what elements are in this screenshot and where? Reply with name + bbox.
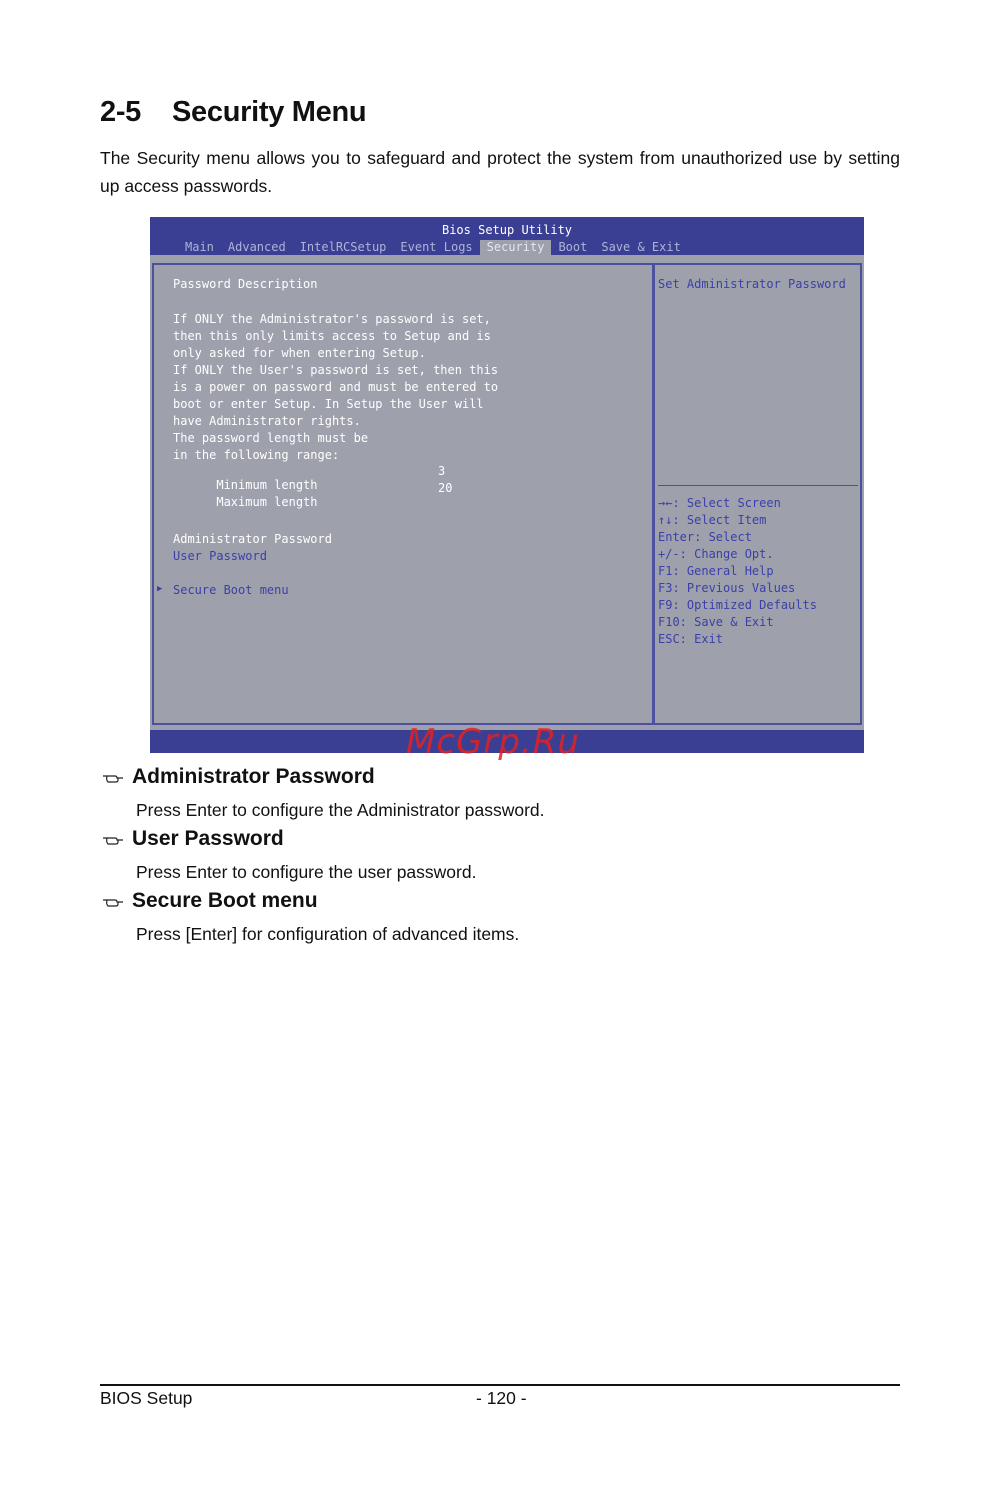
page-number: - 120 - [476, 1388, 527, 1408]
key-optimized-defaults: F9: Optimized Defaults [658, 598, 817, 612]
key-general-help: F1: General Help [658, 564, 774, 578]
secure-boot-menu-item[interactable]: Secure Boot menu [173, 583, 289, 597]
administrator-password-heading [102, 765, 375, 789]
user-password-heading [102, 827, 284, 851]
key-select-screen: →←: Select Screen [658, 496, 781, 510]
key-change-option: +/-: Change Opt. [658, 547, 774, 561]
administrator-password-text: Press Enter to configure the Administrator password. [136, 800, 545, 820]
section-title [100, 96, 366, 129]
submenu-arrow-icon: ▶ [157, 584, 163, 594]
intro-paragraph: The Security menu allows you to safeguard and protect the system from unauthorized use by setting up access passwords. [100, 148, 900, 196]
maximum-length-value: 20 [438, 481, 453, 495]
bios-tab-bar [178, 240, 688, 255]
key-legend [658, 495, 817, 648]
maximum-length-row [173, 481, 318, 523]
footer-divider [100, 1384, 900, 1386]
bios-title: Bios Setup Utility [441, 223, 573, 237]
key-save-exit: F10: Save & Exit [658, 615, 774, 629]
user-password-item[interactable]: User Password [173, 549, 267, 563]
help-divider [658, 485, 858, 486]
password-description-heading: Password Description [173, 277, 318, 291]
pointing-hand-icon [102, 833, 124, 847]
administrator-password-item[interactable]: Administrator Password [173, 532, 332, 546]
key-previous-values: F3: Previous Values [658, 581, 796, 595]
tab-intelrcsetup[interactable]: IntelRCSetup [299, 240, 387, 254]
password-description-text: If ONLY the Administrator's password is set, then this only limits access to Setup and is only asked for when entering Setup. If ONLY the User's password is set, then this is a power on password and must be entered to boot or enter Setup. In Setup the User will have Administrator rights. The password length must be in the following range: [173, 312, 499, 462]
footer-section-label: BIOS Setup [100, 1388, 193, 1408]
bios-help-pane [653, 263, 862, 725]
watermark: McGrp.Ru [406, 722, 580, 762]
maximum-length-label: Maximum length [216, 495, 318, 509]
user-password-title: User Password [132, 827, 284, 850]
tab-security[interactable]: Security [480, 240, 552, 255]
section-title-text: Security Menu [172, 96, 367, 128]
tab-boot[interactable]: Boot [558, 240, 588, 254]
secure-boot-menu-heading [102, 889, 318, 913]
tab-save-exit[interactable]: Save & Exit [601, 240, 681, 254]
tab-event-logs[interactable]: Event Logs [400, 240, 473, 254]
pointing-hand-icon [102, 771, 124, 785]
bios-main-pane [152, 263, 654, 725]
tab-main[interactable]: Main [185, 240, 214, 254]
secure-boot-menu-title: Secure Boot menu [132, 889, 318, 912]
user-password-text: Press Enter to configure the user password. [136, 862, 477, 882]
section-number: 2-5 [100, 96, 142, 128]
help-title: Set Administrator Password [658, 277, 846, 291]
key-esc-exit: ESC: Exit [658, 632, 724, 646]
minimum-length-value: 3 [438, 464, 446, 478]
minimum-length-label: Minimum length [216, 478, 318, 492]
bios-top-bar [150, 217, 864, 255]
tab-advanced[interactable]: Advanced [227, 240, 286, 254]
key-enter-select: Enter: Select [658, 530, 752, 544]
pointing-hand-icon [102, 895, 124, 909]
key-select-item: ↑↓: Select Item [658, 513, 767, 527]
bios-screenshot [150, 217, 864, 753]
secure-boot-menu-text: Press [Enter] for configuration of advanced items. [136, 924, 520, 944]
administrator-password-title: Administrator Password [132, 765, 375, 788]
